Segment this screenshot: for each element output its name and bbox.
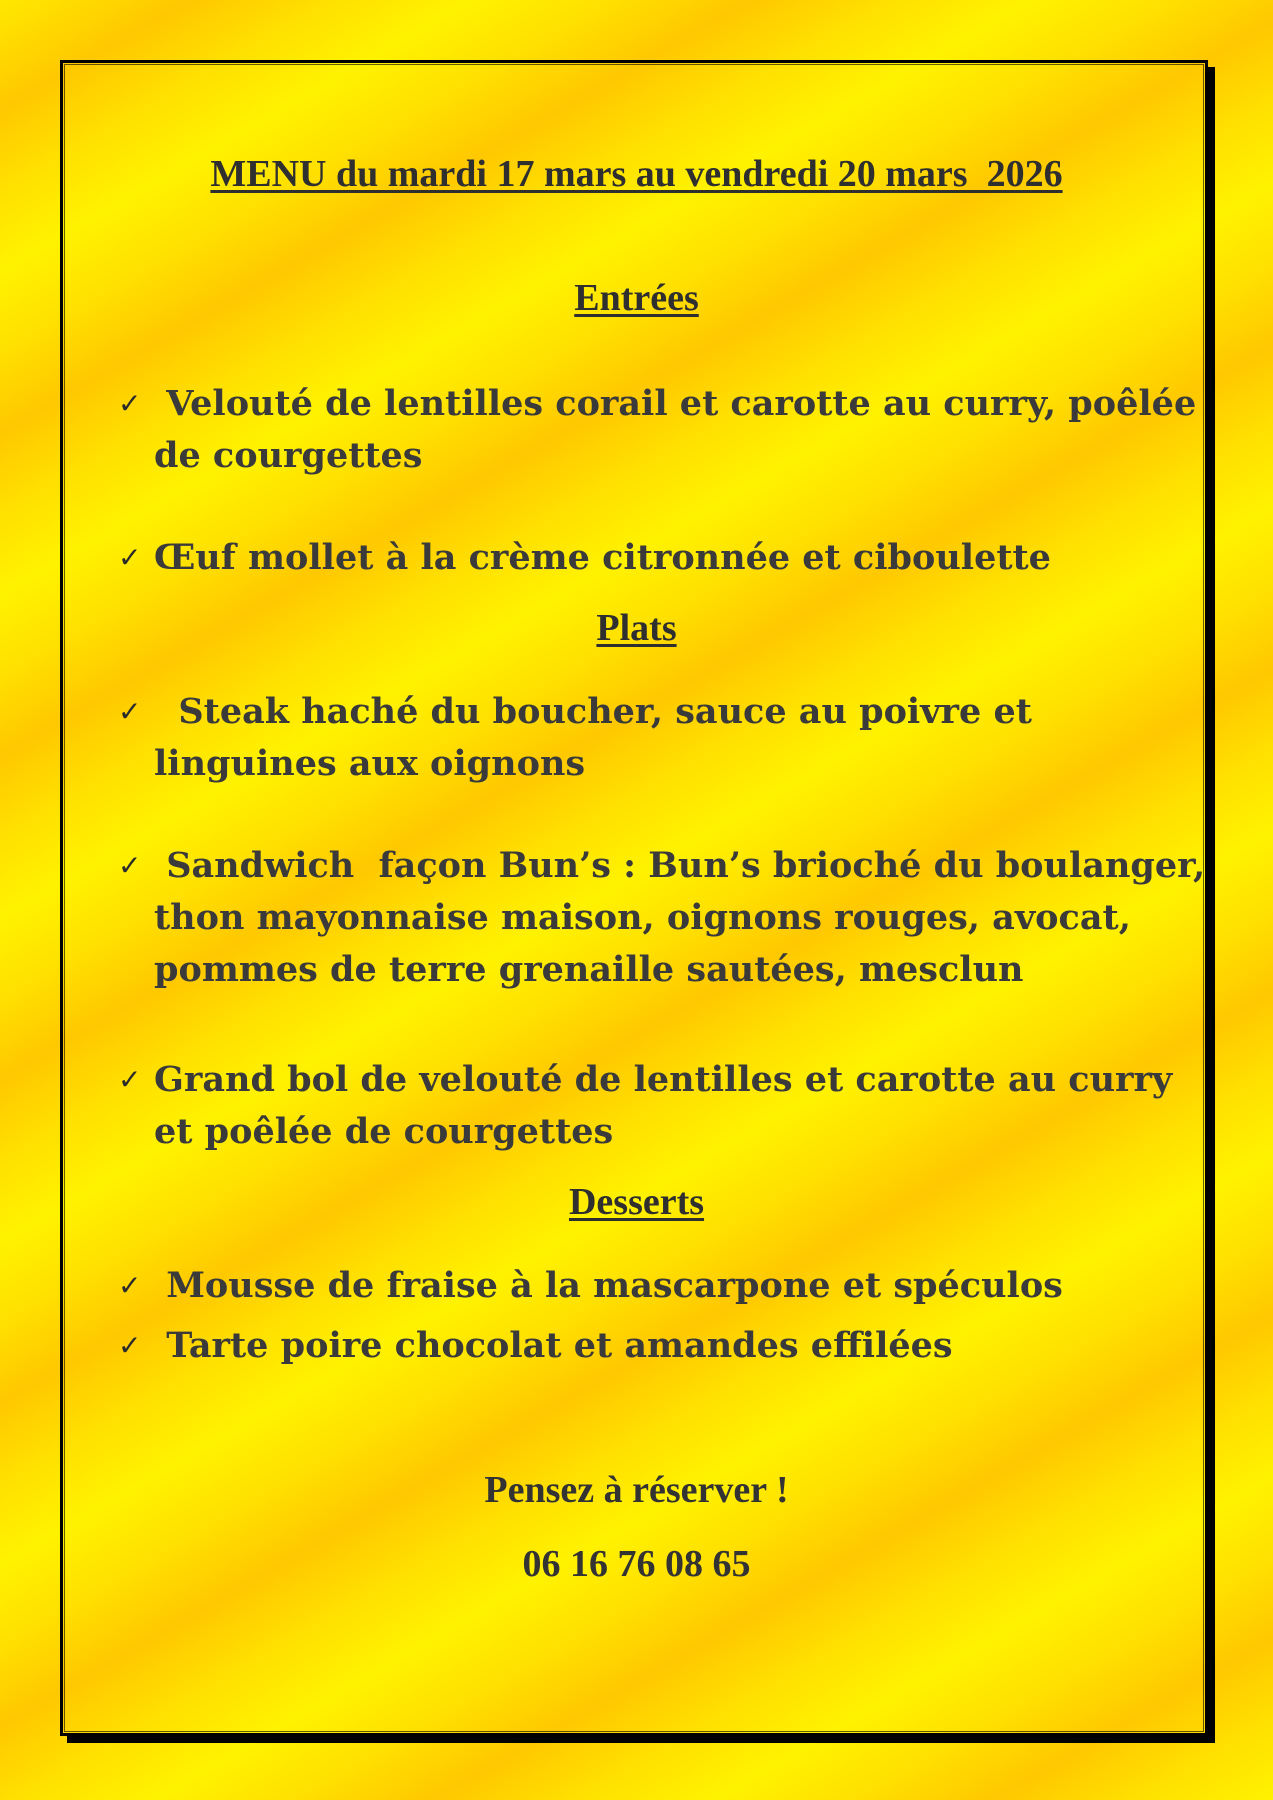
- check-icon: ✓: [118, 1329, 142, 1362]
- menu-item-plat-3: [118, 1054, 1208, 1158]
- check-icon: ✓: [118, 1063, 142, 1096]
- menu-item-text: Steak haché du boucher, sauce au poivre et linguines aux oignons: [154, 691, 1032, 784]
- menu-item-dessert-2: [118, 1320, 1208, 1372]
- menu-item-text: Sandwich façon Bun’s : Bun’s brioché du boulanger, thon mayonnaise maison, oignons rouges, avocat, pommes de terre grenaille sautées, mesclun: [154, 845, 1206, 990]
- section-heading-plats: Plats: [596, 607, 677, 649]
- menu-item-entree-2: [118, 532, 1208, 584]
- menu-title: MENU du mardi 17 mars au vendredi 20 mars 2026: [210, 153, 1063, 195]
- menu-item-text: Œuf mollet à la crème citronnée et ciboulette: [154, 537, 1051, 578]
- menu-item-entree-1: [118, 378, 1208, 482]
- menu-item-plat-2: [118, 840, 1208, 996]
- check-icon: ✓: [118, 541, 142, 574]
- section-heading-entrees: Entrées: [574, 277, 699, 319]
- menu-item-text: Tarte poire chocolat et amandes effilées: [154, 1325, 953, 1366]
- menu-item-plat-1: [118, 686, 1208, 790]
- menu-item-text: Mousse de fraise à la mascarpone et spéculos: [154, 1265, 1063, 1306]
- menu-item-text: Grand bol de velouté de lentilles et carotte au curry et poêlée de courgettes: [154, 1059, 1173, 1152]
- section-heading-desserts: Desserts: [568, 1181, 705, 1223]
- check-icon: ✓: [118, 849, 142, 882]
- check-icon: ✓: [118, 1269, 142, 1302]
- phone-number: 06 16 76 08 65: [522, 1543, 751, 1585]
- menu-item-dessert-1: [118, 1260, 1208, 1312]
- check-icon: ✓: [118, 695, 142, 728]
- reservation-note: Pensez à réserver !: [484, 1469, 789, 1511]
- menu-item-text: Velouté de lentilles corail et carotte au curry, poêlée de courgettes: [154, 383, 1197, 476]
- check-icon: ✓: [118, 387, 142, 420]
